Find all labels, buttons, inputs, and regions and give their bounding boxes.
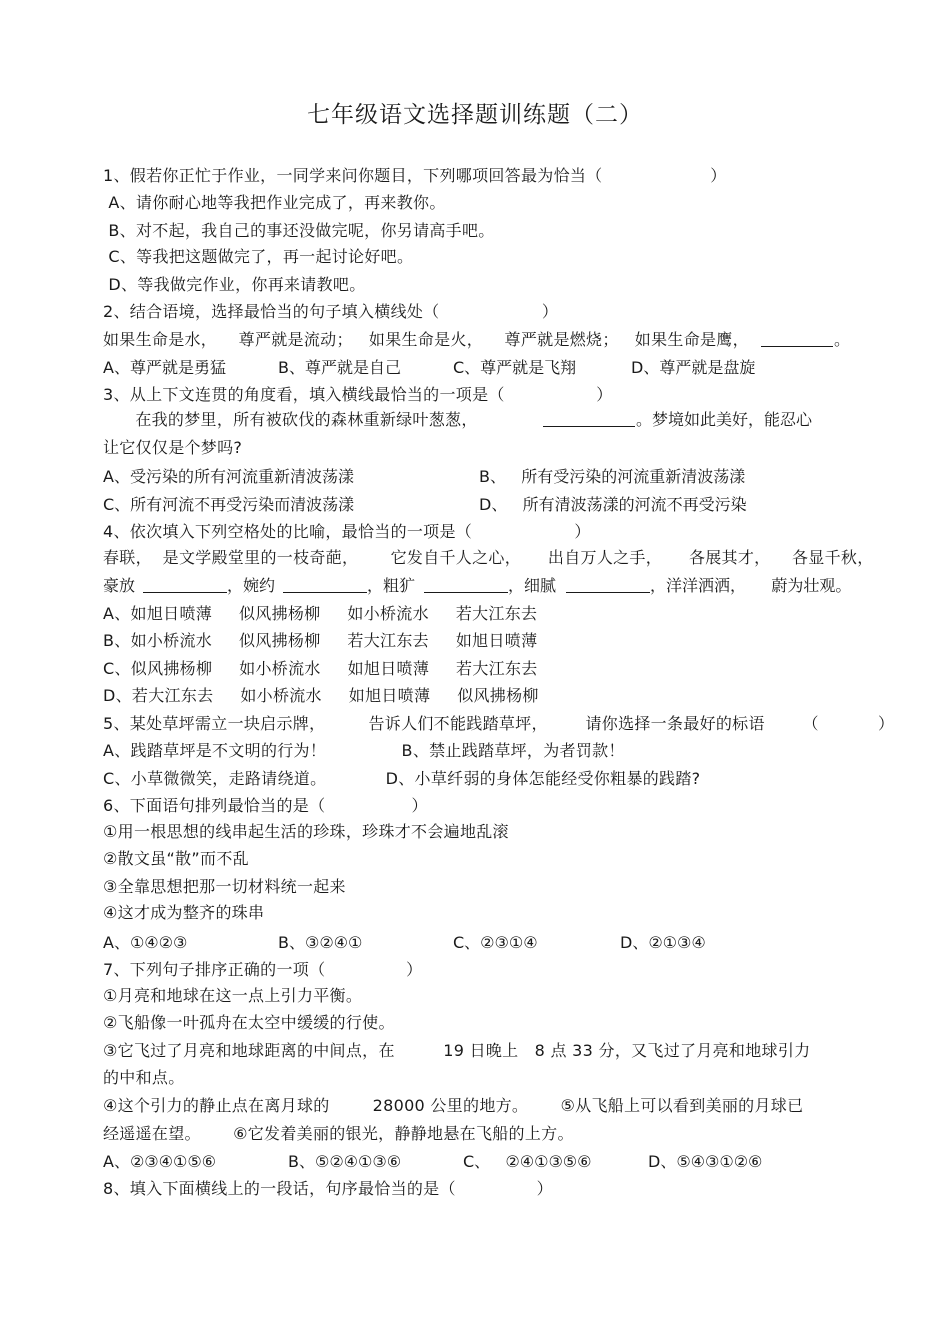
- q5-options-cd: C、小草微微笑，走路请绕道。 D、小草纤弱的身体怎能经受你粗暴的践踏?: [103, 769, 701, 788]
- q4-stem-2d: ，细腻: [508, 576, 562, 595]
- question-4: 4、依次填入下列空格处的比喻，最恰当的一项是（ ）: [103, 522, 591, 541]
- q3-stem-1: 在我的梦里，所有被砍伐的森林重新绿叶葱葱，: [103, 410, 478, 429]
- q1-option-c: C、等我把这题做完了，再一起讨论好吧。: [103, 247, 414, 266]
- q4-option-b: B、如小桥流水 似风拂杨柳 若大江东去 如旭日喷薄: [103, 631, 538, 650]
- q6-sentence-4: ④这才成为整齐的珠串: [103, 903, 265, 922]
- q6-option-b: B、③②④①: [278, 933, 363, 952]
- q4-option-c: C、似风拂杨柳 如小桥流水 如旭日喷薄 若大江东去: [103, 659, 538, 678]
- q4-blank-3: [424, 578, 508, 593]
- q6-option-a: A、①④②③: [103, 933, 188, 952]
- q6-option-d: D、②①③④: [620, 933, 706, 952]
- q4-stem-2c: ，粗犷: [367, 576, 416, 595]
- question-3: 3、从上下文连贯的角度看，填入横线最恰当的一项是（ ）: [103, 385, 613, 404]
- q7-sentence-3: ③它飞过了月亮和地球距离的中间点，在 19 日晚上 8 点 33 分，又飞过了月亮和地球引力: [103, 1041, 811, 1060]
- q7-sentence-3-cont: 的中和点。: [103, 1068, 185, 1087]
- question-6: 6、下面语句排列最恰当的是（ ）: [103, 796, 428, 815]
- question-7: 7、下列句子排序正确的一项（ ）: [103, 960, 423, 979]
- q7-option-a: A、②③④①⑤⑥: [103, 1152, 217, 1171]
- q4-blank-2: [283, 578, 367, 593]
- q1-option-d: D、等我做完作业，你再来请教吧。: [103, 275, 366, 294]
- q7-sentence-4-5: ④这个引力的静止点在离月球的 28000 公里的地方。 ⑤从飞船上可以看到美丽的月球已: [103, 1096, 804, 1115]
- q3-stem-2: 让它仅仅是个梦吗?: [103, 438, 243, 457]
- q2-stem: 如果生命是水， 尊严就是流动； 如果生命是火， 尊严就是燃烧； 如果生命是鹰，: [103, 330, 749, 349]
- q7-option-b: B、⑤②④①③⑥: [288, 1152, 402, 1171]
- question-5: 5、某处草坪需立一块启示牌， 告诉人们不能践踏草坪， 请你选择一条最好的标语 （ ）: [103, 714, 895, 733]
- q6-sentence-3: ③全靠思想把那一切材料统一起来: [103, 877, 346, 896]
- q3-option-a: A、受污染的所有河流重新清波荡漾: [103, 467, 354, 486]
- q2-blank: [761, 332, 833, 347]
- q7-option-d: D、⑤④③①②⑥: [648, 1152, 763, 1171]
- q7-sentence-1: ①月亮和地球在这一点上引力平衡。: [103, 986, 363, 1005]
- q6-sentence-2: ②散文虽“散”而不乱: [103, 849, 249, 868]
- q3-option-c: C、所有河流不再受污染而清波荡漾: [103, 495, 355, 514]
- q4-stem-1: 春联， 是文学殿堂里的一枝奇葩， 它发自千人之心， 出自万人之手， 各展其才， 各显千秋，: [103, 548, 874, 567]
- q4-blank-1: [143, 578, 227, 593]
- q3-blank: [543, 412, 635, 427]
- question-1: 1、假若你正忙于作业，一同学来问你题目，下列哪项回答最为恰当（ ）: [103, 166, 727, 185]
- q1-option-b: B、对不起，我自己的事还没做完呢，你另请高手吧。: [103, 221, 495, 240]
- q4-stem-2b: ，婉约: [227, 576, 281, 595]
- q3-option-b: B、 所有受污染的河流重新清波荡漾: [479, 467, 746, 486]
- q7-sentence-5-6: 经遥遥在望。 ⑥它发着美丽的银光，静静地悬在飞船的上方。: [103, 1124, 574, 1143]
- q2-option-d: D、尊严就是盘旋: [631, 358, 756, 377]
- q4-stem-2e: ，洋洋洒洒， 蔚为壮观。: [650, 576, 852, 595]
- q2-option-c: C、尊严就是飞翔: [453, 358, 577, 377]
- q7-option-c: C、 ②④①③⑤⑥: [463, 1152, 592, 1171]
- q4-stem-2a: 豪放: [103, 576, 141, 595]
- q2-option-b: B、尊严就是自己: [278, 358, 401, 377]
- q3-stem-1-end: 。梦境如此美好，能忍心: [636, 410, 813, 429]
- q6-option-c: C、②③①④: [453, 933, 538, 952]
- question-2: 2、结合语境，选择最恰当的句子填入横线处（ ）: [103, 302, 559, 321]
- q4-option-a: A、如旭日喷薄 似风拂杨柳 如小桥流水 若大江东去: [103, 604, 538, 623]
- q2-stem-end: 。: [834, 330, 851, 349]
- q1-option-a: A、请你耐心地等我把作业完成了，再来教你。: [103, 193, 446, 212]
- question-8: 8、填入下面横线上的一段话，句序最恰当的是（ ）: [103, 1179, 553, 1198]
- q5-options-ab: A、践踏草坪是不文明的行为！ B、禁止践踏草坪，为者罚款！: [103, 741, 625, 760]
- q2-option-a: A、尊严就是勇猛: [103, 358, 226, 377]
- q3-option-d: D、 所有清波荡漾的河流不再受污染: [479, 495, 747, 514]
- q6-sentence-1: ①用一根思想的线串起生活的珍珠，珍珠才不会遍地乱滚: [103, 822, 509, 841]
- page-title: 七年级语文选择题训练题（二）: [307, 102, 643, 128]
- q7-sentence-2: ②飞船像一叶孤舟在太空中缓缓的行使。: [103, 1013, 395, 1032]
- q4-option-d: D、若大江东去 如小桥流水 如旭日喷薄 似风拂杨柳: [103, 686, 539, 705]
- q4-blank-4: [566, 578, 650, 593]
